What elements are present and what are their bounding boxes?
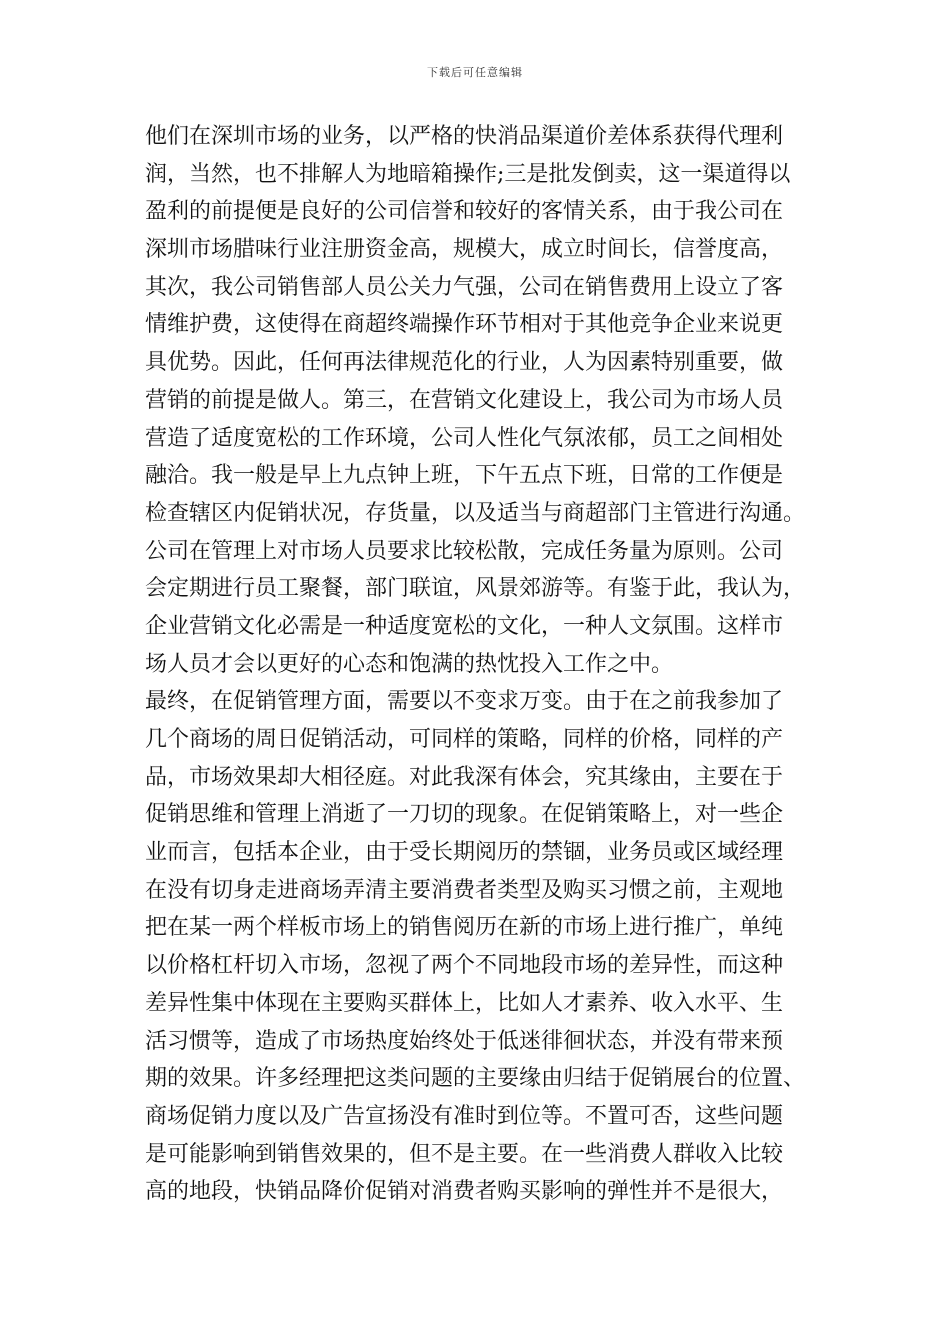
text-line: 公司在管理上对市场人员要求比较松散，完成任务量为原则。公司 [145,538,784,564]
text-line: 品，市场效果却大相径庭。对此我深有体会，究其缘由，主要在于 [145,764,784,790]
text-line: 融洽。我一般是早上九点钟上班，下午五点下班，日常的工作便是 [145,463,784,489]
text-line: 营销的前提是做人。第三，在营销文化建设上，我公司为市场人员 [145,387,784,413]
text-line: 检查辖区内促销状况，存货量，以及适当与商超部门主管进行沟通。 [145,500,806,526]
text-line: 他们在深圳市场的业务，以严格的快消品渠道价差体系获得代理利 [145,124,784,149]
text-line: 是可能影响到销售效果的，但不是主要。在一些消费人群收入比较 [145,1141,784,1167]
text-line: 高的地段，快销品降价促销对消费者购买影响的弹性并不是很大， [145,1179,784,1205]
text-line: 在没有切身走进商场弄清主要消费者类型及购买习惯之前，主观地 [145,877,784,903]
text-line: 企业营销文化必需是一种适度宽松的文化，一种人文氛围。这样市 [145,613,784,639]
text-line: 情维护费，这使得在商超终端操作环节相对于其他竞争企业来说更 [145,312,784,338]
text-line: 期的效果。许多经理把这类问题的主要缘由归结于促销展台的位置、 [145,1066,806,1092]
text-line: 会定期进行员工聚餐，部门联谊，风景郊游等。有鉴于此，我认为， [145,576,806,602]
document-body [145,118,835,1211]
text-line: 具优势。因此，任何再法律规范化的行业，人为因素特别重要，做 [145,350,784,376]
text-line: 以价格杠杆切入市场，忽视了两个不同地段市场的差异性，而这种 [145,953,784,979]
text-line: 活习惯等，造成了市场热度始终处于低迷徘徊状态，并没有带来预 [145,1028,784,1054]
text-line: 业而言，包括本企业，由于受长期阅历的禁锢，业务员或区域经理 [145,840,784,866]
text-line: 深圳市场腊味行业注册资金高，规模大，成立时间长，信誉度高， [145,237,784,263]
text-line: 盈利的前提便是良好的公司信誉和较好的客情关系，由于我公司在 [145,199,784,225]
text-line: 把在某一两个样板市场上的销售阅历在新的市场上进行推广，单纯 [145,915,784,941]
text-line: 差异性集中体现在主要购买群体上，比如人才素养、收入水平、生 [145,990,784,1016]
text-line: 营造了适度宽松的工作环境，公司人性化气氛浓郁，员工之间相处 [145,425,784,451]
text-line: 其次，我公司销售部人员公关力气强，公司在销售费用上设立了客 [145,274,784,300]
text-line: 场人员才会以更好的心态和饱满的热忱投入工作之中。 [145,651,674,677]
text-line: 最终，在促销管理方面，需要以不变求万变。由于在之前我参加了 [145,689,784,715]
page-header-note: 下载后可任意编辑 [427,66,523,79]
text-line: 促销思维和管理上消逝了一刀切的现象。在促销策略上，对一些企 [145,802,784,828]
text-line: 几个商场的周日促销活动，可同样的策略，同样的价格，同样的产 [145,727,784,752]
text-line: 润，当然，也不排解人为地暗箱操作;三是批发倒卖，这一渠道得以 [145,161,791,187]
text-line: 商场促销力度以及广告宣扬没有准时到位等。不置可否，这些问题 [145,1103,784,1129]
